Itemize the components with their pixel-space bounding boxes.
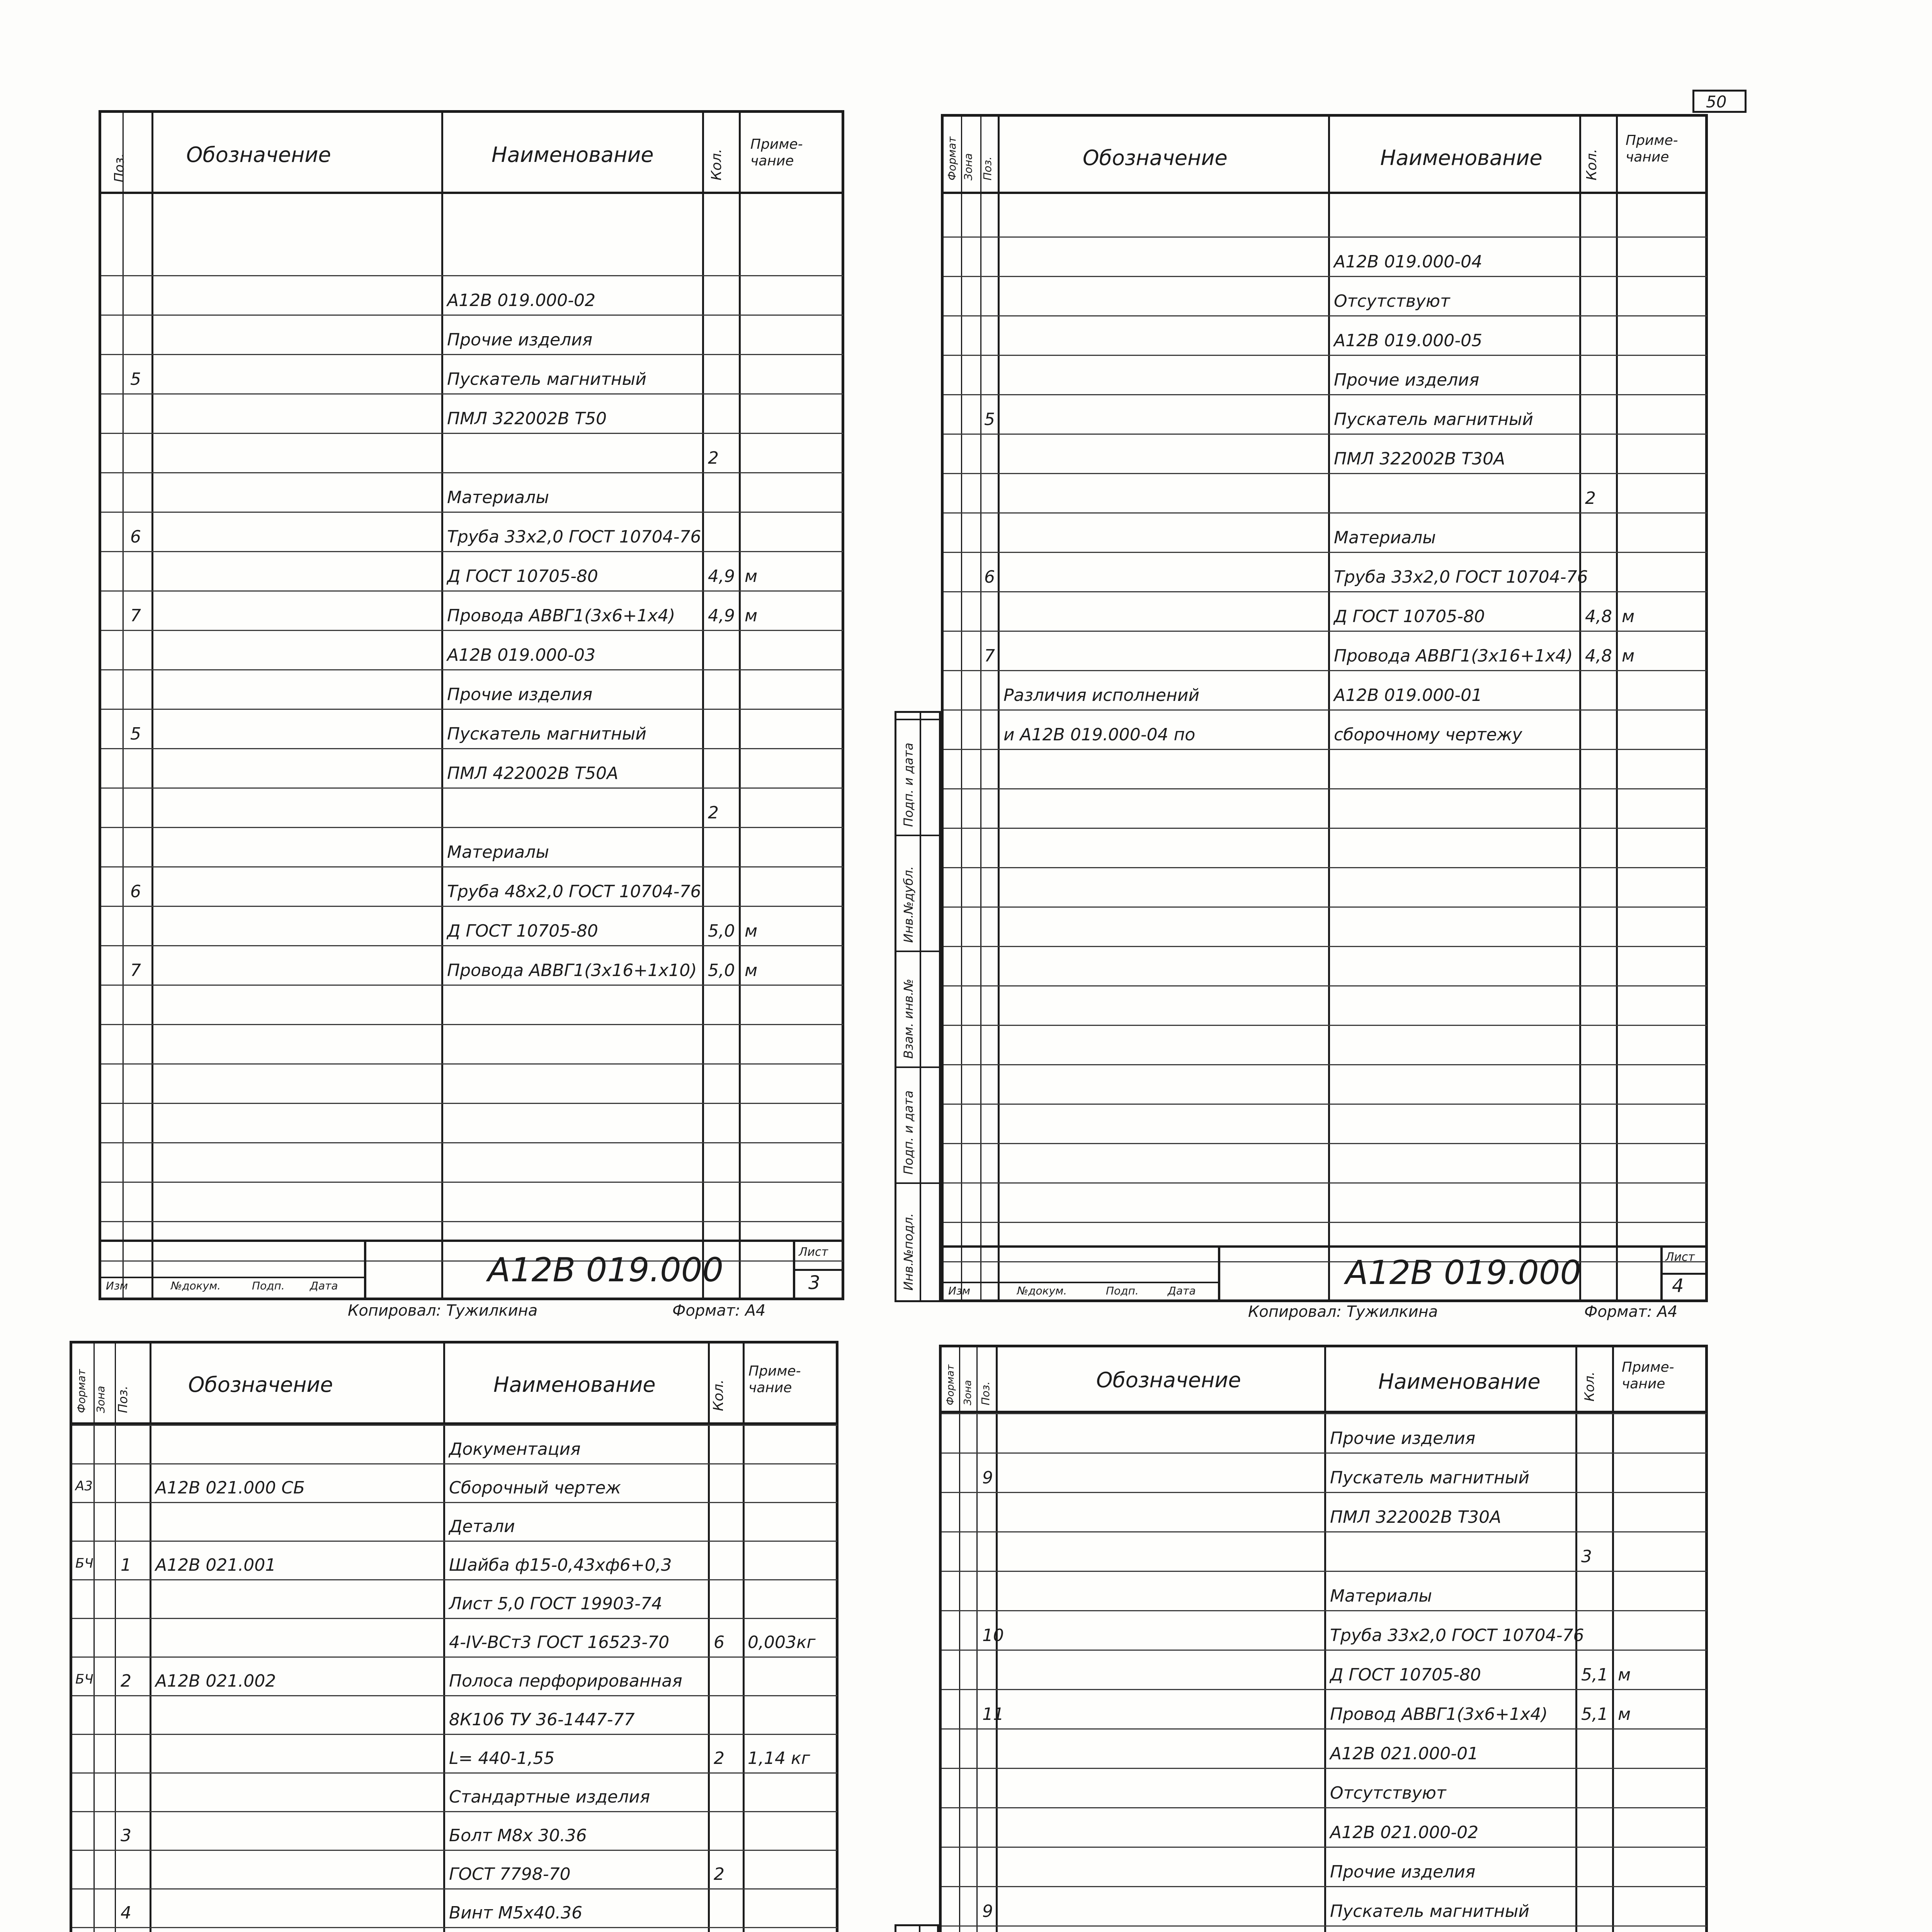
- stamp-sheet-no: 4: [1672, 1275, 1684, 1297]
- header-name: Наименование: [1380, 146, 1543, 170]
- row-line: [944, 867, 1707, 868]
- row-name: Винт М5х40.36: [449, 1903, 583, 1923]
- stamp-date-label: Дата: [1168, 1284, 1196, 1297]
- row-name: Пускатель магнитный: [1330, 1901, 1529, 1921]
- row-qty: 5,1: [1581, 1704, 1608, 1724]
- row-line: [942, 1413, 1707, 1414]
- row-name: А12В 019.000-02: [447, 291, 596, 310]
- header-designation: Обозначение: [1083, 146, 1228, 170]
- row-line: [944, 276, 1707, 277]
- spec-sheet-3: [70, 1341, 838, 1932]
- row-name: Шайба ф15-0,43хф6+0,3: [449, 1555, 672, 1575]
- row-note: м: [745, 961, 758, 980]
- stamp-change-label: Изм: [106, 1279, 128, 1292]
- row-name: А12В 021.000-02: [1330, 1823, 1479, 1842]
- row-designation: А12В 021.000 СБ: [155, 1478, 305, 1498]
- row-qty: 4,9: [708, 606, 735, 626]
- row-line: [72, 1425, 837, 1426]
- row-line: [101, 1182, 843, 1183]
- row-pos: 7: [984, 646, 995, 666]
- stamp-date-label: Дата: [310, 1279, 338, 1292]
- row-line: [101, 433, 843, 434]
- row-name: 4-IV-ВСт3 ГОСТ 16523-70: [449, 1633, 670, 1652]
- table-header: [942, 1347, 1705, 1413]
- row-name: А12В 019.000-01: [1334, 685, 1483, 705]
- row-line: [101, 787, 843, 789]
- row-pos: 9: [982, 1901, 993, 1921]
- binding-divider: [895, 719, 939, 720]
- row-line: [101, 709, 843, 710]
- header-qty: Кол.: [711, 1379, 726, 1411]
- row-line: [944, 906, 1707, 908]
- row-line: [101, 393, 843, 395]
- row-line: [944, 788, 1707, 789]
- row-line: [72, 1695, 837, 1696]
- stamp-change-label: Изм: [948, 1284, 970, 1297]
- row-line: [944, 631, 1707, 632]
- row-note: м: [1622, 646, 1635, 666]
- row-line: [942, 1452, 1707, 1454]
- row-qty: 4,8: [1585, 607, 1612, 626]
- header-qty: Кол.: [709, 148, 724, 180]
- row-line: [942, 1925, 1707, 1927]
- binding-divider: [895, 835, 939, 836]
- row-name: Труба 33х2,0 ГОСТ 10704-76: [1330, 1626, 1584, 1645]
- row-line: [942, 1610, 1707, 1611]
- row-name: ПМЛ 322002В Т50: [447, 409, 607, 429]
- row-pos: 4: [121, 1903, 131, 1923]
- row-format: БЧ: [75, 1556, 94, 1571]
- row-name: Прочие изделия: [447, 685, 593, 704]
- header-designation: Обозначение: [186, 143, 331, 167]
- row-name: Материалы: [1330, 1586, 1432, 1606]
- format-1: Формат: А4: [672, 1302, 766, 1320]
- row-qty: 5,0: [708, 921, 735, 941]
- stamp-sign-label: Подп.: [252, 1279, 285, 1292]
- row-note: м: [745, 566, 758, 586]
- row-name: Пускатель магнитный: [1334, 410, 1533, 429]
- row-line: [944, 315, 1707, 316]
- header-name: Наименование: [1378, 1369, 1541, 1394]
- row-name: Труба 33х2,0 ГОСТ 10704-76: [1334, 567, 1588, 587]
- row-name: Лист 5,0 ГОСТ 19903-74: [449, 1594, 663, 1614]
- row-qty: 2: [714, 1864, 724, 1884]
- row-name: Детали: [449, 1517, 515, 1536]
- row-line: [944, 1064, 1707, 1065]
- row-line: [942, 1650, 1707, 1651]
- stamp-code: А12В 019.000: [1345, 1253, 1582, 1292]
- header-note: Приме- чание: [750, 136, 803, 169]
- row-pos: 5: [984, 410, 995, 429]
- row-note: м: [1618, 1704, 1631, 1724]
- row-line: [101, 630, 843, 631]
- row-line: [72, 1463, 837, 1464]
- header-pos: Поз.: [112, 153, 127, 182]
- binding-label: Взам. инв.№: [901, 978, 916, 1059]
- row-line: [944, 552, 1707, 553]
- header-pos: Поз.: [981, 156, 994, 180]
- row-name: Провода АВВГ1(3х16+1х10): [447, 961, 697, 980]
- binding-label: Подп. и дата: [901, 743, 916, 827]
- table-header: [72, 1344, 836, 1425]
- row-line: [101, 1221, 843, 1222]
- row-line: [944, 394, 1707, 395]
- stamp-docno-label: №докум.: [171, 1279, 221, 1292]
- row-pos: 1: [121, 1555, 131, 1575]
- page-number: 50: [1706, 92, 1727, 111]
- row-name: Д ГОСТ 10705-80: [447, 921, 598, 941]
- row-line: [944, 1025, 1707, 1026]
- row-name: Прочие изделия: [447, 330, 593, 350]
- row-name: А12В 021.000-01: [1330, 1744, 1479, 1764]
- header-designation: Обозначение: [188, 1372, 333, 1397]
- header-name: Наименование: [493, 1372, 656, 1397]
- row-name: А12В 019.000-05: [1334, 331, 1483, 350]
- row-line: [944, 236, 1707, 238]
- table-header: [944, 117, 1705, 194]
- row-line: [944, 670, 1707, 671]
- row-pos: 6: [984, 567, 995, 587]
- row-line: [944, 473, 1707, 474]
- row-line: [944, 355, 1707, 356]
- binding-divider: [895, 1182, 939, 1184]
- row-note: м: [1622, 607, 1635, 626]
- row-line: [101, 1142, 843, 1143]
- row-line: [101, 748, 843, 749]
- row-name: 8К106 ТУ 36-1447-77: [449, 1710, 635, 1730]
- row-line: [942, 1886, 1707, 1887]
- row-name: сборочному чертежу: [1334, 725, 1522, 745]
- row-line: [101, 354, 843, 355]
- row-pos: 11: [982, 1704, 1004, 1724]
- format-2: Формат: А4: [1584, 1303, 1678, 1321]
- header-zone: Зона: [962, 1380, 974, 1405]
- row-line: [944, 828, 1707, 829]
- row-line: [101, 1063, 843, 1065]
- row-qty: 6: [714, 1633, 724, 1652]
- row-line: [101, 551, 843, 552]
- row-line: [944, 1182, 1707, 1184]
- row-qty: 5,0: [708, 961, 735, 980]
- header-format: Формат: [946, 136, 958, 180]
- binding-label: Инв.№подл.: [901, 1213, 916, 1291]
- stamp-sheet-label: Лист: [799, 1245, 828, 1259]
- row-qty: 4,9: [708, 566, 735, 586]
- row-line: [944, 709, 1707, 711]
- row-designation: А12В 021.001: [155, 1555, 276, 1575]
- row-qty: 4,8: [1585, 646, 1612, 666]
- row-line: [101, 472, 843, 473]
- header-qty: Кол.: [1584, 148, 1600, 180]
- row-qty: 2: [1585, 488, 1596, 508]
- page-number-box: [1692, 90, 1747, 113]
- row-line: [72, 1618, 837, 1619]
- row-name: Провод АВВГ1(3х6+1х4): [1330, 1704, 1548, 1724]
- row-pos: 6: [130, 882, 141, 901]
- row-pos: 2: [121, 1671, 131, 1691]
- row-line: [101, 866, 843, 867]
- copied-by-2: Копировал: Тужилкина: [1248, 1303, 1438, 1321]
- row-line: [942, 1768, 1707, 1769]
- row-name: Сборочный чертеж: [449, 1478, 621, 1498]
- header-pos: Поз.: [116, 1386, 130, 1413]
- row-line: [72, 1734, 837, 1735]
- row-name: ГОСТ 7798-70: [449, 1864, 571, 1884]
- table-header: [101, 113, 842, 194]
- row-designation: и А12В 019.000-04 по: [1003, 725, 1196, 745]
- row-name: Отсутствуют: [1334, 291, 1450, 311]
- row-name: Полоса перфорированная: [449, 1671, 682, 1691]
- row-note: м: [1618, 1665, 1631, 1685]
- row-line: [944, 985, 1707, 986]
- row-line: [72, 1772, 837, 1774]
- header-designation: Обозначение: [1096, 1368, 1241, 1392]
- spec-sheet-2: [941, 114, 1708, 1302]
- row-line: [101, 512, 843, 513]
- copied-by-1: Копировал: Тужилкина: [348, 1302, 538, 1320]
- row-pos: 10: [982, 1626, 1004, 1645]
- row-line: [944, 1143, 1707, 1144]
- row-pos: 3: [121, 1826, 131, 1845]
- row-line: [942, 1807, 1707, 1808]
- spec-sheet-1: [99, 110, 844, 1300]
- row-line: [101, 275, 843, 276]
- row-line: [101, 590, 843, 592]
- binding-label: Подп. и дата: [901, 1090, 916, 1175]
- header-pos: Поз.: [979, 1381, 992, 1405]
- row-line: [72, 1656, 837, 1658]
- row-designation: А12В 021.002: [155, 1671, 276, 1691]
- row-pos: 9: [982, 1468, 993, 1488]
- row-line: [942, 1689, 1707, 1690]
- row-line: [942, 1571, 1707, 1572]
- row-name: Стандартные изделия: [449, 1787, 650, 1807]
- row-name: Документация: [449, 1439, 581, 1459]
- stamp-sheet-label: Лист: [1665, 1250, 1695, 1264]
- row-note: 0,003кг: [748, 1633, 816, 1652]
- row-line: [944, 591, 1707, 592]
- row-line: [944, 512, 1707, 514]
- stamp-code: А12В 019.000: [488, 1251, 724, 1289]
- row-name: ПМЛ 422002В Т50А: [447, 764, 619, 783]
- row-line: [101, 827, 843, 828]
- row-line: [72, 1502, 837, 1503]
- row-qty: 5,1: [1581, 1665, 1608, 1685]
- row-note: м: [745, 606, 758, 626]
- row-line: [72, 1579, 837, 1580]
- binding-divider: [895, 1066, 939, 1068]
- header-note: Приме- чание: [748, 1363, 801, 1396]
- row-name: Пускатель магнитный: [447, 369, 646, 389]
- row-name: ПМЛ 322002В Т30А: [1334, 449, 1505, 469]
- header-format: Формат: [945, 1364, 956, 1405]
- row-note: м: [745, 921, 758, 941]
- spec-sheet-4: [939, 1345, 1708, 1932]
- row-name: Прочие изделия: [1330, 1429, 1476, 1448]
- row-name: Труба 48х2,0 ГОСТ 10704-76: [447, 882, 701, 901]
- row-line: [944, 1222, 1707, 1223]
- binding-label: Инв.№дубл.: [901, 866, 916, 943]
- row-pos: 5: [130, 369, 141, 389]
- row-qty: 3: [1581, 1547, 1592, 1566]
- row-name: Прочие изделия: [1330, 1862, 1476, 1882]
- row-line: [101, 669, 843, 670]
- row-name: А12В 019.000-03: [447, 645, 596, 665]
- stamp-sign-label: Подп.: [1106, 1284, 1139, 1297]
- row-line: [101, 906, 843, 907]
- stamp-docno-label: №докум.: [1017, 1284, 1067, 1297]
- row-line: [101, 985, 843, 986]
- row-format: БЧ: [75, 1672, 94, 1687]
- row-line: [944, 946, 1707, 947]
- binding-divider: [895, 951, 939, 952]
- row-line: [942, 1728, 1707, 1730]
- row-pos: 7: [130, 961, 141, 980]
- header-qty: Кол.: [1582, 1371, 1597, 1401]
- row-name: Материалы: [447, 842, 549, 862]
- row-pos: 6: [130, 527, 141, 547]
- row-line: [72, 1850, 837, 1851]
- row-qty: 2: [708, 448, 719, 468]
- row-name: А12В 019.000-04: [1334, 252, 1483, 272]
- row-name: Провода АВВГ1(3х16+1х4): [1334, 646, 1573, 666]
- header-zone: Зона: [94, 1386, 107, 1413]
- row-qty: 2: [714, 1748, 724, 1768]
- row-name: Болт М8х 30.36: [449, 1826, 587, 1845]
- row-line: [944, 434, 1707, 435]
- row-line: [101, 945, 843, 946]
- row-line: [72, 1927, 837, 1928]
- row-line: [944, 749, 1707, 750]
- row-pos: 7: [130, 606, 141, 626]
- row-line: [942, 1531, 1707, 1532]
- title-block: [101, 1240, 842, 1298]
- row-format: А3: [75, 1478, 93, 1494]
- row-name: ПМЛ 322002В Т30А: [1330, 1507, 1502, 1527]
- row-name: Пускатель магнитный: [447, 724, 646, 744]
- row-line: [942, 1492, 1707, 1493]
- row-line: [101, 1024, 843, 1025]
- row-name: Материалы: [1334, 528, 1436, 548]
- row-line: [101, 1103, 843, 1104]
- header-note: Приме- чание: [1622, 1359, 1674, 1392]
- row-name: Пускатель магнитный: [1330, 1468, 1529, 1488]
- header-name: Наименование: [492, 143, 654, 167]
- row-line: [72, 1541, 837, 1542]
- row-line: [942, 1847, 1707, 1848]
- row-line: [101, 315, 843, 316]
- header-format: Формат: [75, 1369, 88, 1413]
- row-name: Отсутствуют: [1330, 1783, 1446, 1803]
- row-name: Д ГОСТ 10705-80: [1334, 607, 1485, 626]
- row-line: [72, 1888, 837, 1889]
- binding-divider: [895, 1924, 939, 1926]
- row-name: Д ГОСТ 10705-80: [1330, 1665, 1481, 1685]
- stamp-sheet-no: 3: [808, 1272, 820, 1294]
- row-line: [72, 1811, 837, 1812]
- row-pos: 5: [130, 724, 141, 744]
- header-zone: Зона: [962, 153, 975, 180]
- row-name: Прочие изделия: [1334, 370, 1480, 390]
- row-name: Провода АВВГ1(3х6+1х4): [447, 606, 675, 626]
- row-designation: Различия исполнений: [1003, 685, 1200, 705]
- row-note: 1,14 кг: [748, 1748, 810, 1768]
- header-note: Приме- чание: [1626, 133, 1678, 165]
- row-name: Материалы: [447, 488, 549, 507]
- row-name: Труба 33х2,0 ГОСТ 10704-76: [447, 527, 701, 547]
- row-line: [944, 1104, 1707, 1105]
- row-qty: 2: [708, 803, 719, 823]
- row-name: Д ГОСТ 10705-80: [447, 566, 598, 586]
- title-block: [944, 1245, 1705, 1299]
- row-name: L= 440-1,55: [449, 1748, 555, 1768]
